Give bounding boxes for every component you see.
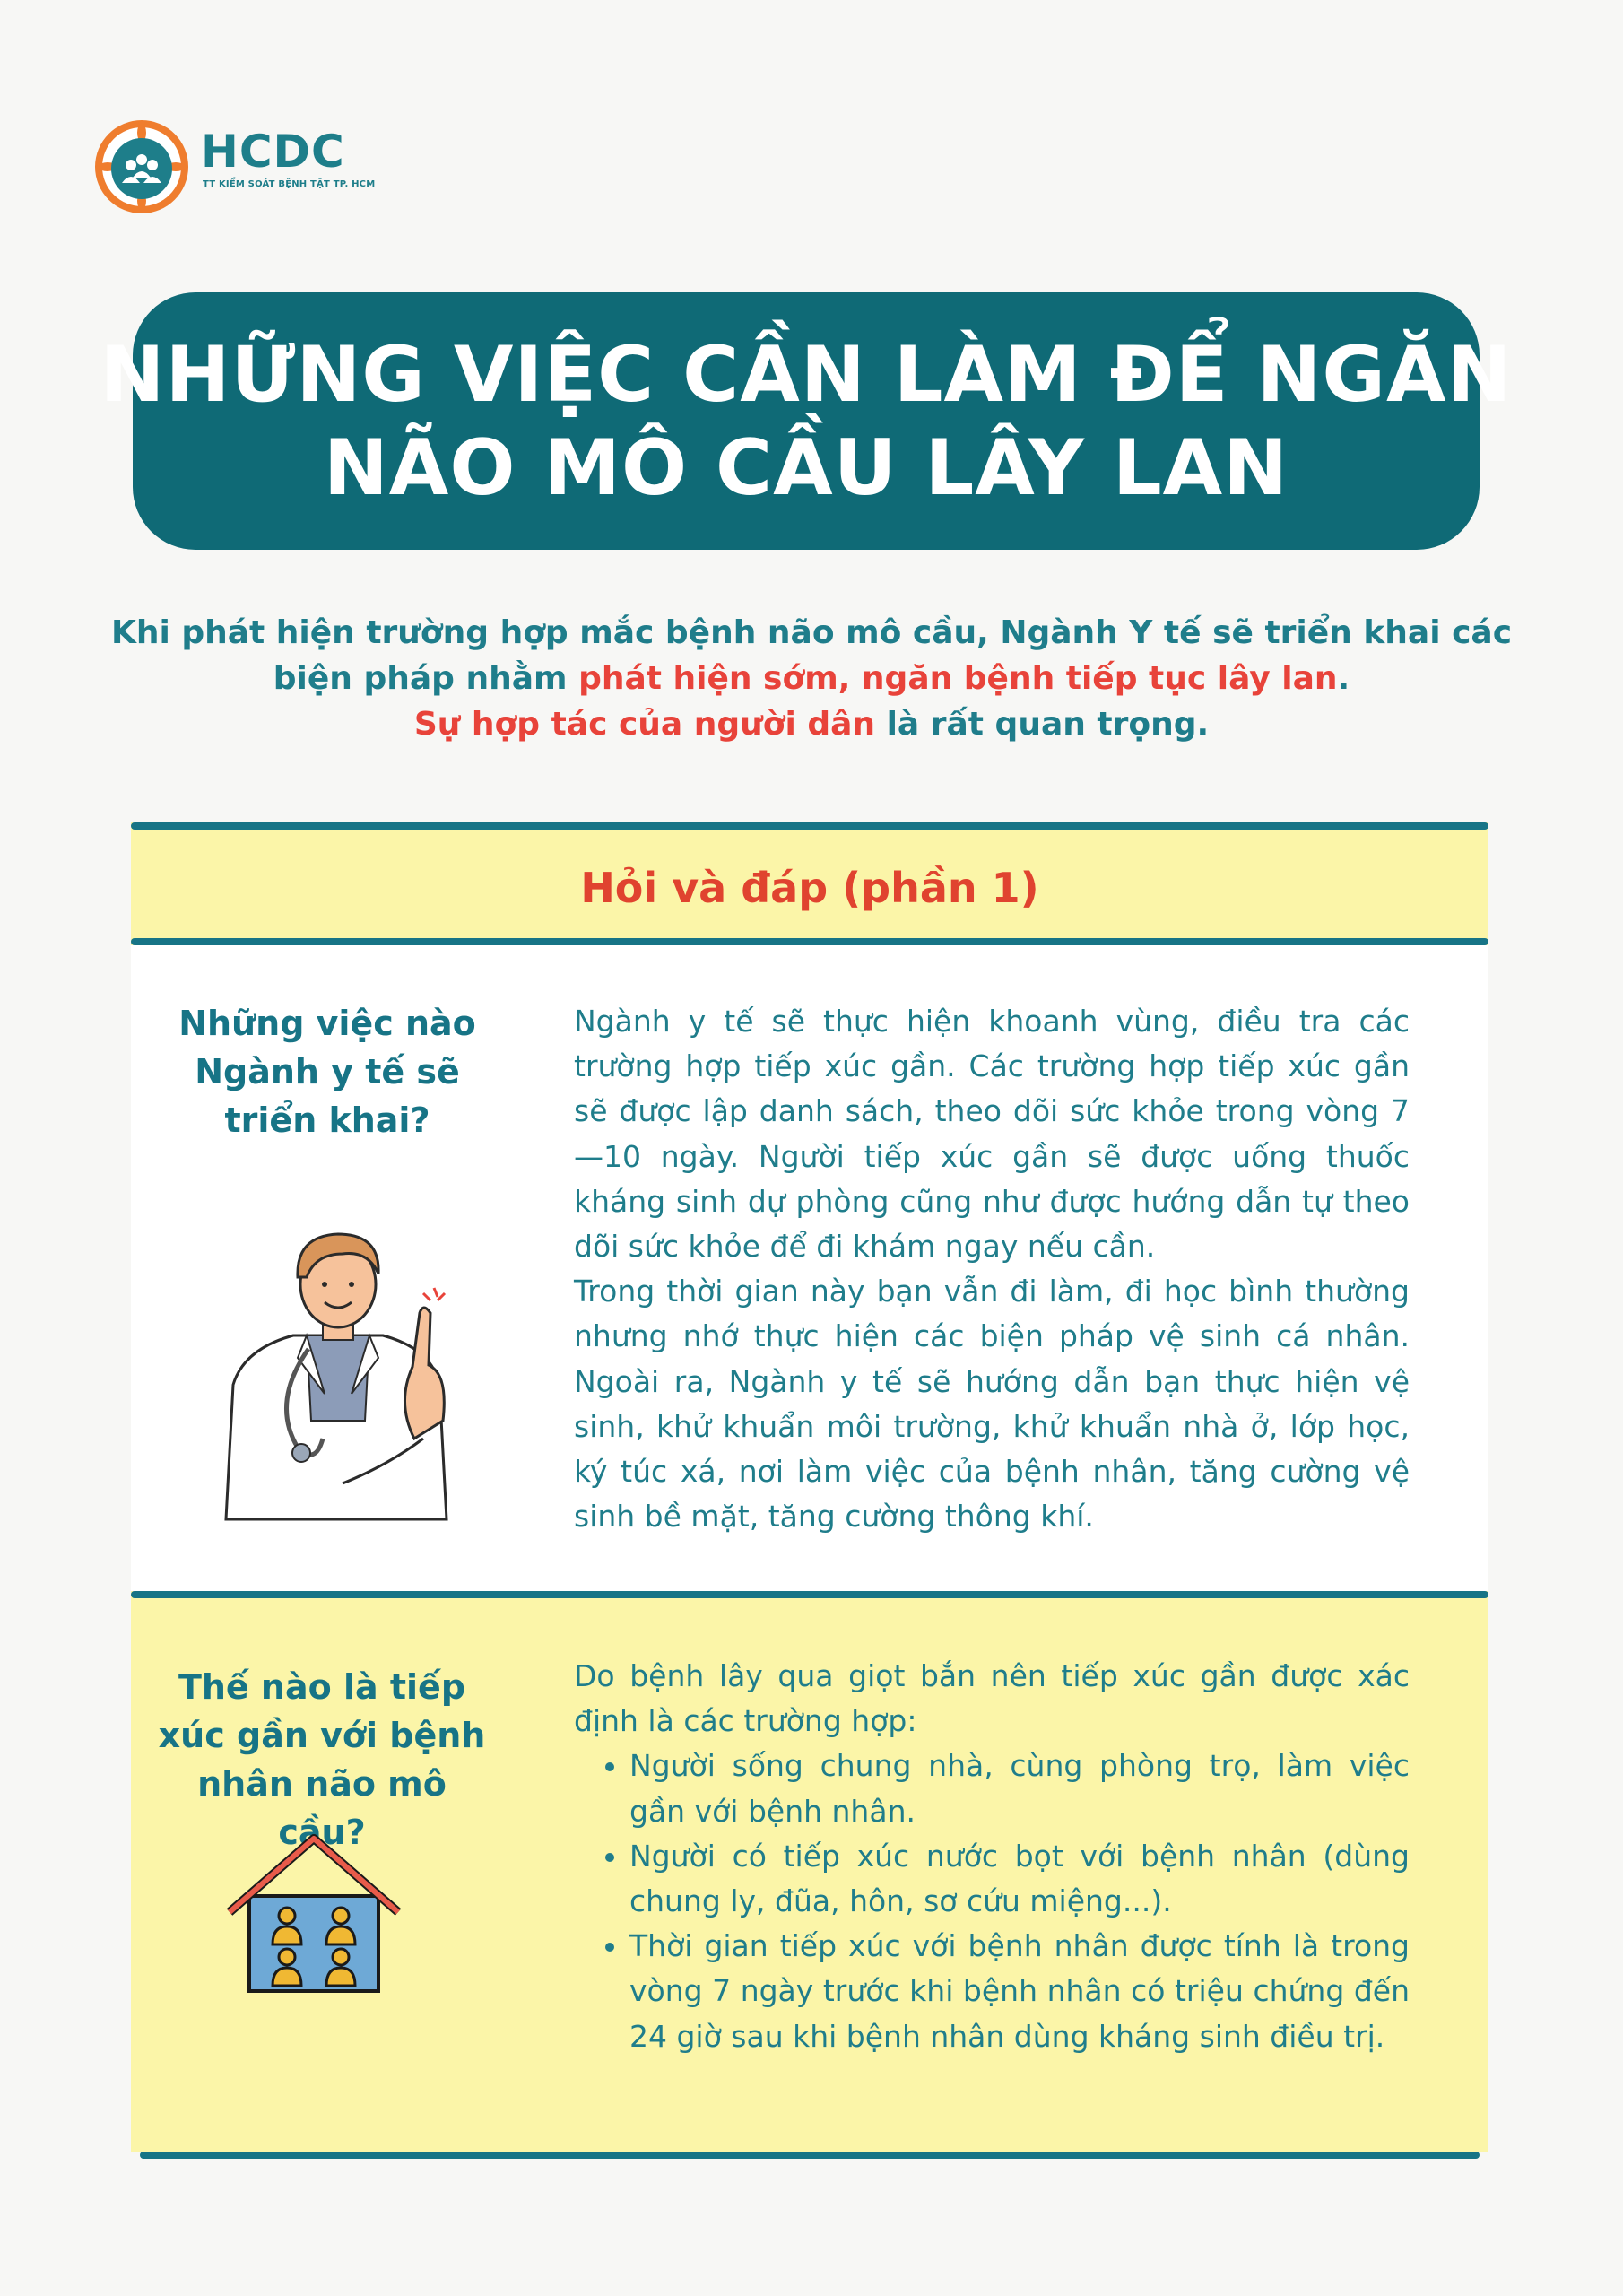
intro-highlight-2: Sự hợp tác của người dân [413,706,876,743]
intro-part-1: Khi phát hiện trường hợp mắc bệnh não mô cầu, Ngành Y tế sẽ triển khai các biện pháp nhằm [110,614,1513,697]
intro-text [108,610,1515,747]
intro-highlight-1: phát hiện sớm, ngăn bệnh tiếp tục lây lan [578,660,1338,697]
question-1-line-1: Những việc nào [178,1004,476,1043]
question-2-line-2: xúc gần với bệnh [158,1716,486,1755]
page-title-line-2: NÃO MÔ CẦU LÂY LAN [323,422,1289,513]
answer-2-intro: Do bệnh lây qua giọt bắn nên tiếp xúc gần được xác định là các trường hợp: [574,1658,1410,1739]
question-1-line-2: Ngành y tế sẽ [195,1052,460,1091]
answer-2-list [574,1744,1410,2058]
title-banner [100,292,1513,550]
qa-block-2 [131,1591,1488,2152]
divider [131,1591,1488,1598]
divider [131,822,1488,830]
section-title: Hỏi và đáp (phần 1) [580,864,1039,912]
qa-block-1 [131,945,1488,1591]
question-2-line-1: Thế nào là tiếp [178,1667,466,1707]
answer-1 [574,999,1410,1539]
doctor-icon [208,1214,468,1528]
hcdc-logo [90,115,386,213]
brand-subtitle: TT KIỂM SOÁT BỆNH TẬT TP. HCM [203,179,376,189]
house-people-icon [224,1833,404,1995]
list-item: • Người sống chung nhà, cùng phòng trọ, làm việc gần với bệnh nhân. [629,1744,1410,1833]
answer-1-paragraph-2: Trong thời gian này bạn vẫn đi làm, đi học bình thường nhưng nhớ thực hiện các biện pháp vệ sinh cá nhân. Ngoài ra, Ngành y tế sẽ hướng dẫn bạn thực hiện vệ sinh, khử khuẩn môi trường, khử khuẩn nhà ở, lớp học, ký túc xá, nơi làm việc của bệnh nhân, tăng cường vệ sinh bề mặt, tăng cường thông khí. [574,1274,1410,1535]
hcdc-emblem-icon [90,115,194,219]
answer-2 [574,1654,1410,2059]
list-item: • Người có tiếp xúc nước bọt với bệnh nhân (dùng chung ly, đũa, hôn, sơ cứu miệng...). [629,1834,1410,1924]
question-1 [165,999,490,1144]
page-title-line-1: NHỮNG VIỆC CẦN LÀM ĐỂ NGĂN [100,329,1513,420]
divider [131,938,1488,945]
qa-section-header [131,822,1488,945]
answer-1-paragraph-1: Ngành y tế sẽ thực hiện khoanh vùng, điều tra các trường hợp tiếp xúc gần. Các trường hợp tiếp xúc gần sẽ được lập danh sách, theo dõi sức khỏe trong vòng 7—10 ngày. Người tiếp xúc gần sẽ được uống thuốc kháng sinh dự phòng cũng như được hướng dẫn tự theo dõi sức khỏe để đi khám ngay nếu cần. [574,1004,1410,1265]
list-item: • Thời gian tiếp xúc với bệnh nhân được tính là trong vòng 7 ngày trước khi bệnh nhân có triệu chứng đến 24 giờ sau khi bệnh nhân dùng kháng sinh điều trị. [629,1924,1410,2059]
question-2 [156,1663,488,1857]
intro-part-2: . [1337,660,1350,697]
question-1-line-3: triển khai? [224,1100,430,1140]
question-2-line-3: nhân não mô cầu? [197,1764,447,1852]
divider [140,2152,1480,2159]
brand-name: HCDC [201,126,345,178]
intro-part-3: là rất quan trọng. [875,706,1210,743]
